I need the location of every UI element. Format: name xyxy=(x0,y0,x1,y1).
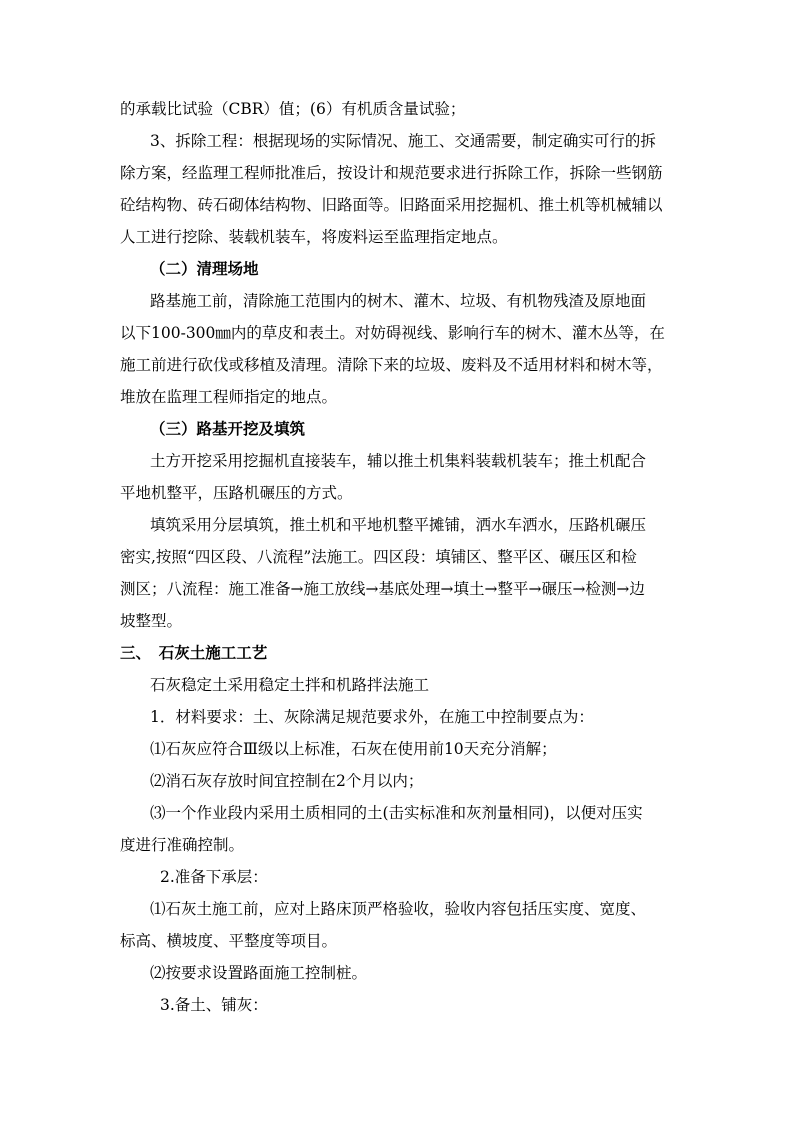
text-line: ⑶一个作业段内采用土质相同的土(击实标准和灰剂量相同)，以便对压实 xyxy=(150,804,643,822)
text-line: ⑵消石灰存放时间宜控制在2个月以内； xyxy=(150,772,424,790)
text-line: ⑴石灰应符合Ⅲ级以上标准，石灰在使用前10天充分消解； xyxy=(150,740,557,758)
text-line: 3.备土、铺灰： xyxy=(160,996,268,1014)
text-line: 3、拆除工程：根据现场的实际情况、施工、交通需要，制定确实可行的拆 xyxy=(150,132,656,150)
text-line: 路基施工前，清除施工范围内的树木、灌木、垃圾、有机物残渣及原地面 xyxy=(150,292,647,310)
text-line: 人工进行挖除、装载机装车，将废料运至监理指定地点。 xyxy=(120,228,508,246)
text-line: ⑴石灰土施工前，应对上路床顶严格验收，验收内容包括压实度、宽度、 xyxy=(150,900,647,918)
text-line: ⑵按要求设置路面施工控制桩。 xyxy=(150,964,368,982)
text-line: 2.准备下承层： xyxy=(160,868,268,886)
text-line: 以下100-300㎜内的草皮和表土。对妨碍视线、影响行车的树木、灌木丛等，在 xyxy=(120,324,665,342)
text-line: 施工前进行砍伐或移植及清理。清除下来的垃圾、废料及不适用材料和树木等， xyxy=(120,356,663,374)
text-line: 除方案，经监理工程师批准后，按设计和规范要求进行拆除工作，拆除一些钢筋 xyxy=(120,164,663,182)
section-heading: （三）路基开挖及填筑 xyxy=(150,419,306,438)
text-line: 石灰稳定土采用稳定土拌和机路拌法施工 xyxy=(150,676,430,694)
text-line: 堆放在监理工程师指定的地点。 xyxy=(120,388,338,406)
text-line: 密实,按照“四区段、八流程”法施工。四区段：填铺区、整平区、碾压区和检 xyxy=(120,548,637,566)
text-line: 平地机整平，压路机碾压的方式。 xyxy=(120,484,353,502)
text-line: 的承载比试验（CBR）值；(6）有机质含量试验； xyxy=(120,100,466,118)
text-line: 砼结构物、砖石砌体结构物、旧路面等。旧路面采用挖掘机、推土机等机械辅以 xyxy=(120,196,663,214)
text-line: 填筑采用分层填筑，推土机和平地机整平摊铺，洒水车洒水，压路机碾压 xyxy=(150,516,647,534)
text-line: 标高、横坡度、平整度等项目。 xyxy=(120,932,338,950)
text-line: 测区；八流程：施工准备→施工放线→基底处理→填土→整平→碾压→检测→边 xyxy=(120,580,645,598)
text-line: 1．材料要求：土、灰除满足规范要求外，在施工中控制要点为： xyxy=(150,708,594,726)
text-line: 度进行准确控制。 xyxy=(120,836,245,854)
section-heading: （二）清理场地 xyxy=(150,259,259,278)
chapter-heading: 三、 石灰土施工工艺 xyxy=(120,643,268,662)
text-line: 坡整型。 xyxy=(120,612,183,630)
text-line: 土方开挖采用挖掘机直接装车，辅以推土机集料装载机装车；推土机配合 xyxy=(150,452,647,470)
